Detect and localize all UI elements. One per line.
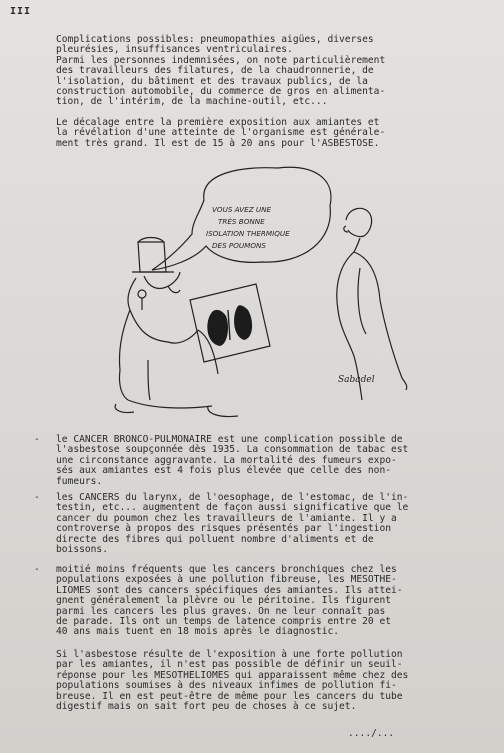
- artist-signature: Sabadel: [338, 375, 375, 385]
- intro-paragraph-complications: Complications possibles: pneumopathies aigües, diverses pleurésies, insuffisances ventriculaires. Parmi les personnes indemnisées, on note particulièrement des travailleurs des filatures, de la chaudronnerie, de l'isolation, du bâtiment et des travaux publics, de la construction automobile, du commerce de gros en alimenta- tion, de l'intérim, de la machine-outil, etc...: [56, 34, 386, 108]
- closing-paragraph: Si l'asbestose résulte de l'exposition à une forte pollution par les amiantes, il n'est pas possible de définir un seuil- réponse pour les MESOTHELIOMES qui apparaissent même chez des populations soumises à des niveaux infimes de pollution fi- breuse. Il en est peut-être de même pour les cancers du tube digestif mais on sait fort peu de choses à ce sujet.: [56, 649, 409, 713]
- bullet-text-mesotheliomes: moitié moins fréquents que les cancers bronchiques chez les populations exposées à une pollution fibreuse, les MESOTHE- LIOMES sont des cancers spécifiques des amiantes. Ils attei- gnent généralement la plèvre ou le péritoine. Ils figurent parmi les cancers les plus graves. On ne leur connaît pas de parade. Ils ont un temps de latence compris entre 20 et 40 ans mais tuent en 18 mois après le diagnostic.: [56, 564, 403, 638]
- bubble-line-4: DES POUMONS: [212, 241, 266, 250]
- bubble-line-3: ISOLATION THERMIQUE: [206, 229, 290, 238]
- bullet-dash: -: [34, 492, 40, 503]
- bullet-dash: -: [34, 434, 40, 445]
- patient-figure: [337, 208, 407, 400]
- bubble-line-1: VOUS AVEZ UNE: [212, 205, 272, 214]
- intro-paragraph-latency: Le décalage entre la première exposition aux amiantes et la révélation d'une atteinte de l'organisme est générale- ment très grand. Il est de 15 à 20 ans pour l'ASBESTOSE.: [56, 117, 386, 149]
- continuation-mark: ..../...: [348, 728, 395, 739]
- x-ray-film: [190, 284, 270, 362]
- cartoon-illustration: [108, 160, 420, 422]
- page-number: III: [10, 6, 32, 17]
- bullet-dash: -: [34, 564, 40, 575]
- bullet-text-cancer-broncho-pulmonaire: le CANCER BRONCO-PULMONAIRE est une complication possible de l'asbestose soupçonnée dès 1935. La consommation de tabac est une circonstance aggravante. La mortalité des fumeurs expo- sés aux amiantes est 4 fois plus élevée que celle des non- fumeurs.: [56, 434, 409, 487]
- bubble-line-2: TRÈS BONNE: [218, 217, 265, 226]
- bullet-text-cancers-larynx: les CANCERS du larynx, de l'oesophage, de l'estomac, de l'in- testin, etc... augmentent de façon aussi significative que le cancer du poumon chez les travailleurs de l'amiante. Il y a controverse à propos des risques présentés par l'ingestion directe des fibres qui polluent nombre d'aliments et de boissons.: [56, 492, 409, 556]
- speech-bubble-text: [206, 205, 290, 250]
